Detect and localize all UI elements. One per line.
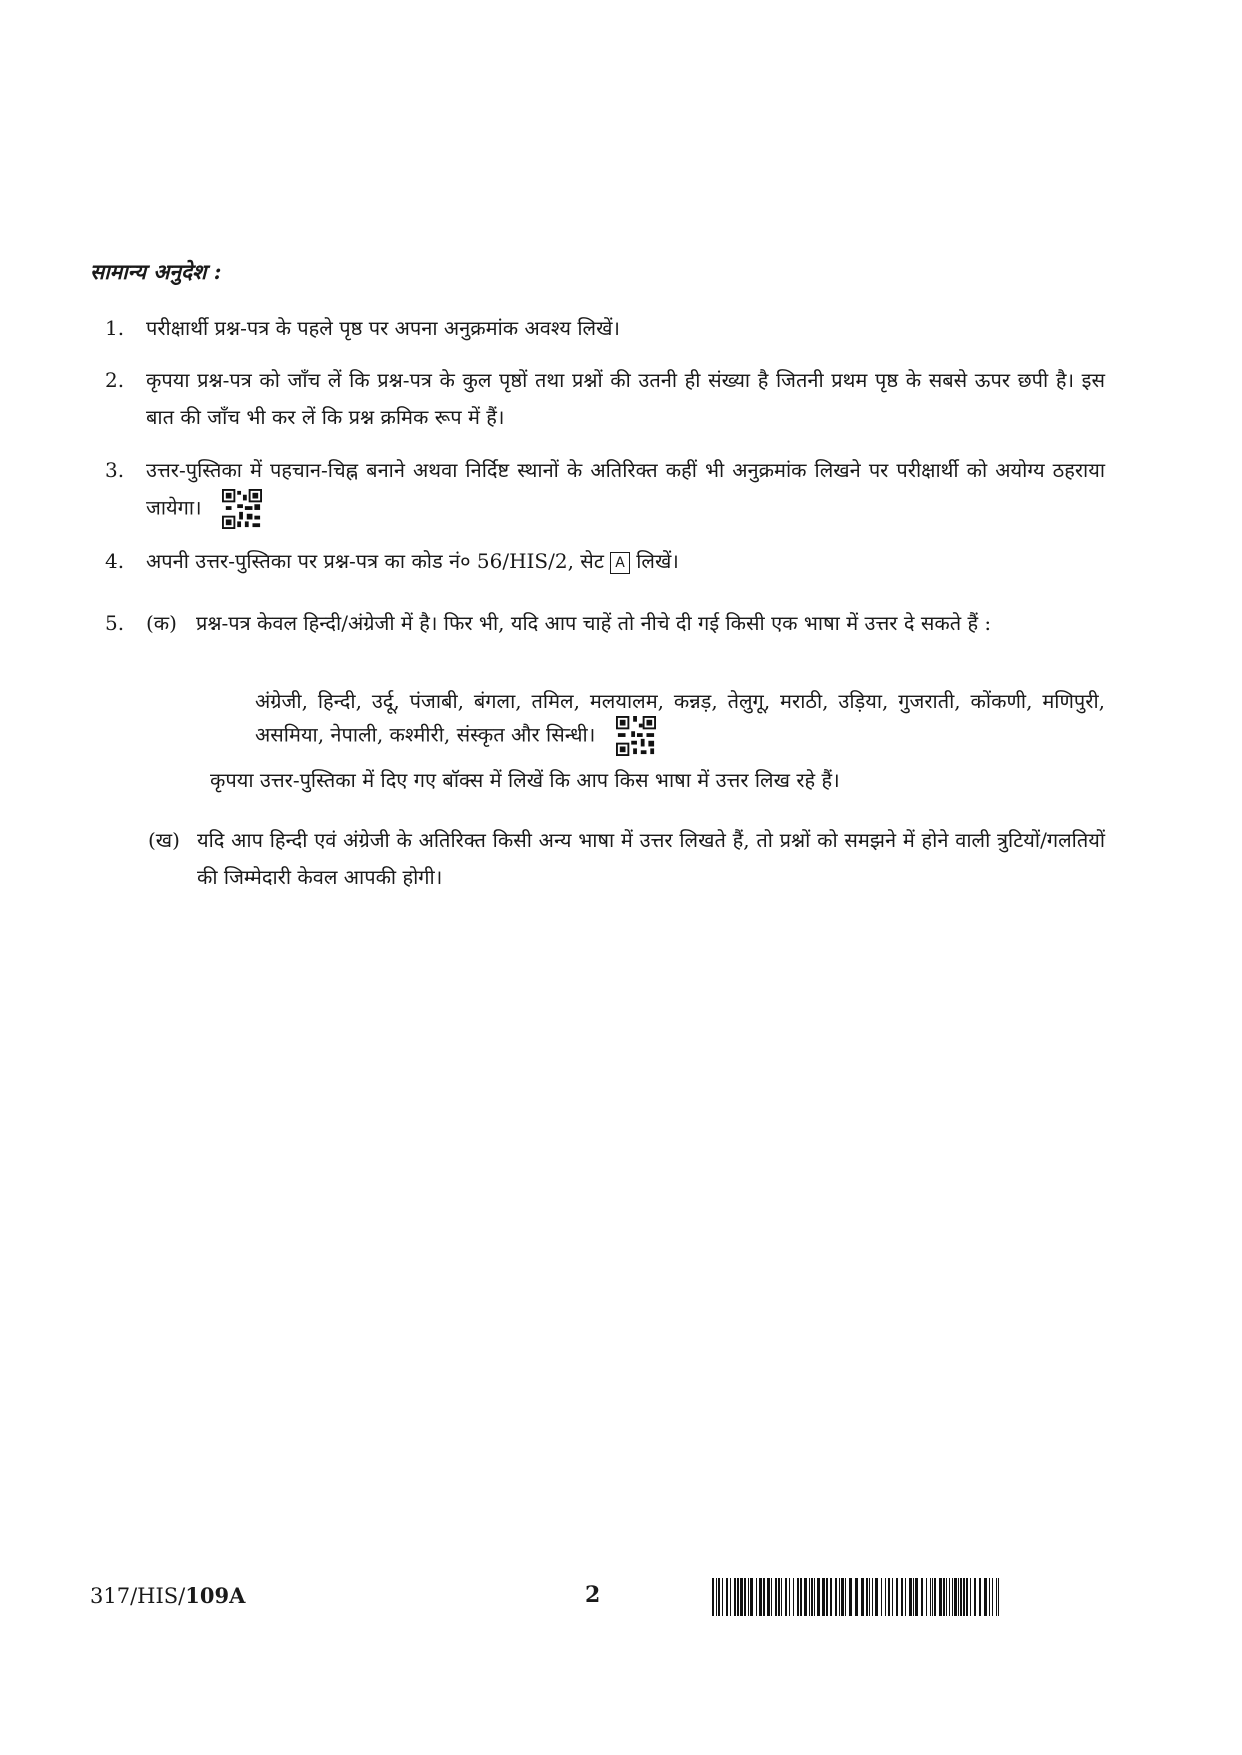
instruction-text: कृपया प्रश्न-पत्र को जाँच लें कि प्रश्न-पत्र के कुल पृष्ठों तथा प्रश्नों की उतनी ही संख्या है जितनी प्रथम पृष्ठ के सबसे ऊपर छपी है। इस बात की जाँच भी कर लें कि प्रश्न क्रमिक रूप में हैं। [146,368,1105,429]
sub-marker: (ख) [148,828,180,852]
barcode-icon [712,1578,1002,1616]
instruction-number: 5. [105,611,125,635]
instruction-body [146,452,1105,529]
section-heading: सामान्य अनुदेश : [90,259,222,284]
language-list-text: अंग्रेजी, हिन्दी, उर्दू, पंजाबी, बंगला, तमिल, मलयालम, कन्नड़, तेलुगू, मराठी, उड़िया, गुजराती, कोंकणी, मणिपुरी, असमिया, नेपाली, कश्मीरी, संस्कृत और सिन्धी। [255,689,1105,747]
instruction-text: उत्तर-पुस्तिका में पहचान-चिह्न बनाने अथवा निर्दिष्ट स्थानों के अतिरिक्त कहीं भी अनुक्रमांक लिखने पर परीक्षार्थी को अयोग्य ठहराया जायेगा। [146,458,1105,520]
instruction-number: 2. [105,368,125,392]
paper-code [90,1583,245,1608]
instruction-text: अपनी उत्तर-पुस्तिका पर प्रश्न-पत्र का कोड नं० 56/HIS/2, सेट [146,549,604,573]
paper-code-prefix: 317/HIS/ [90,1584,186,1608]
page-number: 2 [585,1582,601,1608]
qr-code-icon [222,489,262,529]
instruction-body [146,543,1105,580]
language-list [255,686,1105,756]
language-note: कृपया उत्तर-पुस्तिका में दिए गए बॉक्स में लिखें कि आप किस भाषा में उत्तर लिख रहे हैं। [210,768,840,792]
instruction-text: परीक्षार्थी प्रश्न-पत्र के पहले पृष्ठ पर अपना अनुक्रमांक अवश्य लिखें। [146,316,621,340]
instruction-number: 4. [105,549,125,573]
instruction-number: 1. [105,316,125,340]
instruction-text: यदि आप हिन्दी एवं अंग्रेजी के अतिरिक्त किसी अन्य भाषा में उत्तर लिखते हैं, तो प्रश्नों को समझने में होने वाली त्रुटियों/गलतियों की जिम्मेदारी केवल आपकी होगी। [197,828,1105,889]
set-code-box: A [610,552,630,574]
instruction-text-end: लिखें। [636,549,679,573]
instruction-number: 3. [105,458,125,482]
sub-marker: (क) [146,611,177,635]
instruction-text: प्रश्न-पत्र केवल हिन्दी/अंग्रेजी में है। फिर भी, यदि आप चाहें तो नीचे दी गई किसी एक भाषा में उत्तर दे सकते हैं : [196,611,992,635]
paper-code-suffix: 109A [185,1583,246,1608]
qr-code-icon [616,716,656,756]
